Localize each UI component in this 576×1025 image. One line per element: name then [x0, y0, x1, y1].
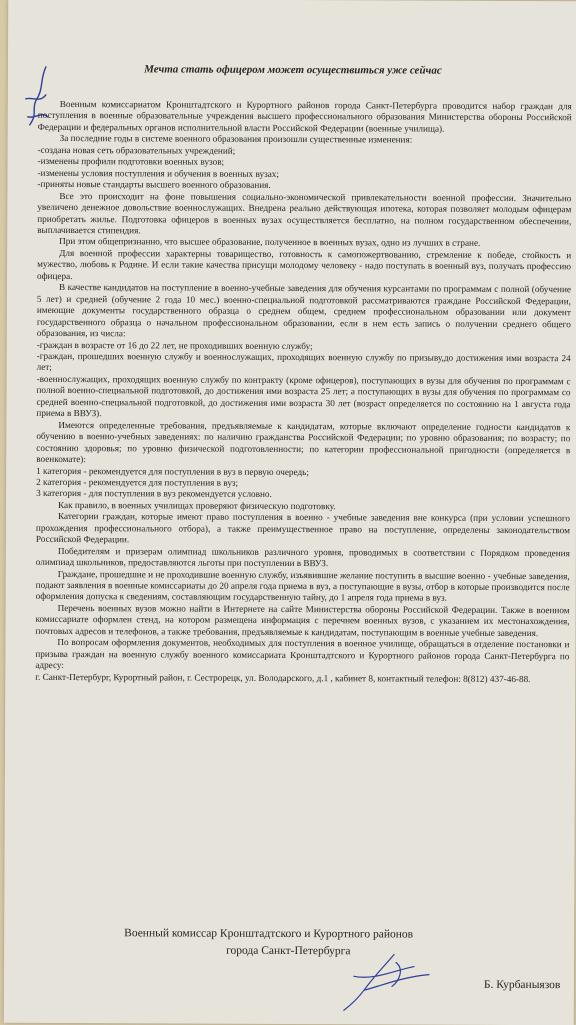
- paragraph-categories: Категории граждан, которые имеют право поступления в военно - учебные заведения вне конкурса (при условии успешного прохождения профессионального отбора), а также преимущественное право на поступление, определены законодательством Российской Федерации.: [35, 511, 570, 545]
- signatory-city: города Санкт-Петербурга: [226, 944, 351, 958]
- paragraph-candidates: В качестве кандидатов на поступление в военно-учебные заведения для обучения курсантами по программам с полной (обучение 5 лет) и средней (обучение 2 года 10 мес.) военно-специальной подготовкой рассматриваются граждане Российской Федерации, имеющие документы государственного образца о среднем общем, среднем профессиональном образовании или документ государственного образца о начальном профессиональном образовании, если в нем есть запись о получении среднего общего образования, из числа:: [36, 282, 571, 339]
- handwritten-signature: [334, 946, 444, 1016]
- document-sheet: [4, 0, 576, 1025]
- list-item: 3 категория - для поступления в вуз рекомендуется условно.: [36, 488, 272, 500]
- list-item: 2 категория - рекомендуется для поступления в вуз;: [36, 476, 239, 488]
- list-item: -приняты новые стандарты высшего военного образования.: [37, 179, 271, 191]
- list-item: -изменены профили подготовки военных вузов;: [37, 156, 225, 167]
- signatory-title: Военный комиссар Кронштадтского и Курортного районов: [124, 927, 414, 941]
- document-title: Мечта стать офицером может осуществиться уже сейчас: [144, 63, 442, 77]
- list-item: -военнослужащих, проходящих военную службу по контракту (кроме офицеров), поступающих в вузы для обучения по программам с полной военно-специальной подготовкой, до достижения ими возраста 25 лет; а поступающих в вузы для обучения по программам со средней военно-специальной подготовкой, до достижения ими возраста 30 лет (возраст определяется по состоянию на 1 августа года приема в ВВУЗ).: [36, 373, 571, 419]
- paragraph-qualities: Для военной профессии характерны товарищество, готовность к самопожертвованию, стремление к победе, стойкость и мужество, любовь к Родине. И если такие качества присущи молодому человеку - надо поступать в военный вуз, получать профессию офицера.: [37, 247, 572, 281]
- paragraph-intro: Военным комиссариатом Кронштадтского и Курортного районов города Санкт-Петербурга проводится набор граждан для поступления в военные образовательные учреждения высшего профессионального образования Министерства обороны Российской Федерации и федеральных органов исполнительной власти Российской Федерации (военные училища).: [37, 98, 572, 134]
- list-item: -создана новая сеть образовательных учреждений;: [37, 144, 236, 156]
- paragraph-changes-heading: За последние годы в системе военного образования произошли существенные изменения:: [59, 133, 413, 145]
- signature-block: [4, 927, 574, 1019]
- paragraph-list-of-universities: Перечень военных вузов можно найти в Интернете на сайте Министерства обороны Российской Федерации. Также в военном комиссариате оформлен стенд, на котором размещена информация с перечнем военных вузов, с указанием их местонахождения, почтовых адресов и телефонов, а также требования, предъявляемые к кандидатам, поступающим в военные учебные заведения.: [35, 602, 570, 638]
- paragraph-address: г. Санкт-Петербург, Курортный район, г. Сестрорецк, ул. Володарского, д.1 , кабинет 8, контактный телефон: 8(812) 437-46-88.: [35, 671, 531, 684]
- paragraph-contacts: По вопросам оформления документов, необходимых для поступления в военное училище, обращаться в отделение постановки и призыва граждан на военную службу военного комиссариата Кронштадтского и Курортного районов города Санкт-Петербурга по адресу:: [35, 637, 570, 671]
- paragraph-olympiad: Победителям и призерам олимпиад школьников различного уровня, проводимых в соответствии с Порядком проведения олимпиад школьников, предоставляются льготы при поступлении в ВВУЗ.: [35, 545, 570, 569]
- paragraph-requirements: Имеются определенные требования, предъявляемые к кандидатам, которые включают определение годности кандидатов к обучению в военно-учебных заведениях: по наличию гражданства Российской Федерации; по уровню образования; по возрасту; по состоянию здоровья; по уровню физической подготовленности; по категории профессиональной пригодности (определяется в военкомате):: [36, 419, 571, 465]
- list-item: -изменены условия поступления и обучения в военных вузах;: [37, 167, 279, 179]
- list-item: -граждан в возрасте от 16 до 22 лет, не проходивших военную службу;: [36, 339, 313, 351]
- list-item: 1 категория - рекомендуется для поступления в вуз в первую очередь;: [36, 465, 309, 477]
- paragraph-applications: Граждане, прошедшие и не проходившие военную службу, изъявившие желание поступить в высшие военно - учебные заведения, подают заявления в военные комиссариаты до 20 апреля года приема в вуз, а поступающие в вузы, отбор в которые производится после оформления допуска к сведениям, составляющим государственную тайну, до 1 апреля года приема в вуз.: [35, 568, 570, 604]
- paragraph-education-quality: При этом общепризнанно, что высшее образование, полученное в военных вузах, одно из лучших в стране.: [59, 236, 481, 249]
- signatory-name: Б. Курбаныязов: [483, 978, 561, 992]
- list-item: -граждан, прошедших военную службу и военнослужащих, проходящих военную службу по призыву,до достижения ими возраста 24 лет;: [36, 350, 571, 373]
- paragraph-attractiveness: Все это происходит на фоне повышения социально-экономической привлекательности военной профессии. Значительно увеличено денежное довольствие военнослужащих. Внедрена реально действующая ипотека, которая позволяет молодым офицерам приобретать жилье. Подготовка офицеров в военных вузах осуществляется бесплатно, на полном государственном обеспечении, выплачивается стипендия.: [37, 190, 572, 236]
- document-body: [35, 99, 572, 685]
- paragraph-physical-test: Как правило, в военных училищах проверяют физическую подготовку.: [58, 499, 336, 512]
